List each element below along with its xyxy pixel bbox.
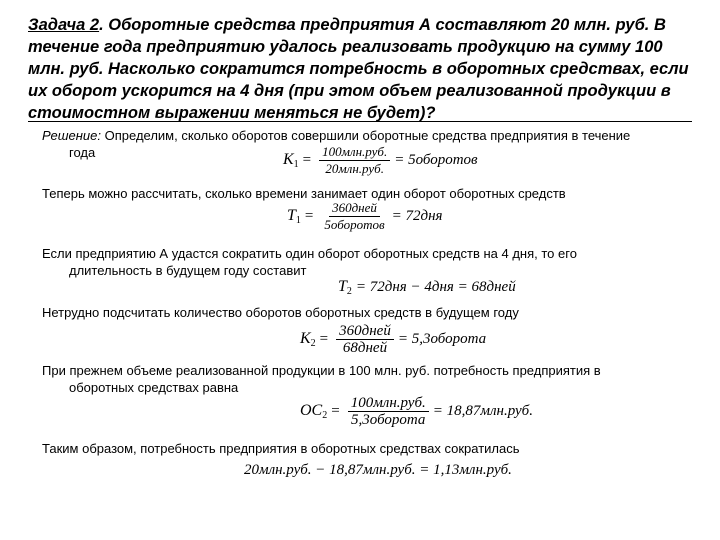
formula-t2-expr: = 72дня − 4дня = 68дней: [355, 279, 516, 295]
formula-k1-num: 100млн.руб.: [319, 144, 390, 161]
formula-k1-var: K1: [283, 151, 299, 170]
formula-t1-fraction: [321, 200, 387, 233]
solution-p4: Нетрудно подсчитать количество оборотов оборотных средств в будущем году: [42, 305, 519, 320]
formula-k1: [283, 144, 478, 177]
formula-k1-eq: =: [302, 152, 312, 168]
formula-oc2-result: = 18,87млн.руб.: [432, 403, 533, 419]
solution-paragraph-3: [42, 245, 682, 279]
solution-p1-line1: Определим, сколько оборотов совершили оборотные средства предприятия в течение: [101, 128, 631, 143]
task-label: Задача 2: [28, 16, 100, 34]
solution-p5-line2: оборотных средствах равна: [69, 380, 239, 395]
formula-k2-var: K2: [300, 330, 316, 349]
formula-oc2-var: OC2: [300, 402, 328, 421]
formula-oc2-num: 100млн.руб.: [348, 395, 429, 412]
formula-k2: [300, 323, 486, 356]
solution-label: Решение:: [42, 128, 102, 143]
solution-p2: Теперь можно рассчитать, сколько времени занимает один оборот оборотных средств: [42, 186, 566, 201]
solution-paragraph-4: [42, 304, 682, 321]
formula-k2-fraction: [336, 323, 394, 356]
formula-k2-eq: =: [319, 331, 329, 347]
formula-k2-num: 360дней: [336, 323, 394, 340]
task-statement: [28, 14, 704, 124]
solution-paragraph-5: [42, 362, 682, 396]
formula-oc2-den: 5,3оборота: [351, 412, 426, 428]
formula-k1-fraction: [319, 144, 390, 177]
formula-difference-expr: 20млн.руб. − 18,87млн.руб. = 1,13млн.руб.: [244, 462, 512, 478]
formula-oc2-fraction: [348, 395, 429, 428]
formula-t2-var: T2: [338, 278, 352, 297]
formula-t1-result: = 72дня: [391, 208, 443, 224]
solution-paragraph-6: [42, 440, 682, 457]
solution-p5-line1: При прежнем объеме реализованной продукции в 100 млн. руб. потребность предприятия в: [42, 363, 601, 378]
solution-p3-line2: длительность в будущем году составит: [69, 263, 307, 278]
formula-oc2-eq: =: [331, 403, 340, 419]
divider: [28, 121, 692, 122]
solution-p6: Таким образом, потребность предприятия в оборотных средствах сократилась: [42, 441, 520, 456]
formula-k1-den: 20млн.руб.: [325, 161, 384, 176]
formula-k1-result: = 5оборотов: [394, 152, 478, 168]
formula-k2-result: = 5,3оборота: [397, 331, 487, 347]
solution-p1-line2: года: [69, 145, 96, 160]
formula-t2: [338, 278, 516, 297]
formula-difference: [244, 462, 512, 479]
formula-t1: [287, 200, 442, 233]
formula-oc2: [300, 395, 533, 428]
formula-t1-eq: =: [304, 208, 314, 224]
solution-p3-line1: Если предприятию А удастся сократить один оборот оборотных средств на 4 дня, то его: [42, 246, 577, 261]
task-text: . Оборотные средства предприятия А составляют 20 млн. руб. В течение года предприятию удалось реализовать продукцию на сумму 100 млн. руб. Насколько сократится потребность в оборотных средствах, если их оборот ускорится на 4 дня (при этом объем реализованной продукции в стоимостном выражении меняться не будет)?: [28, 16, 689, 122]
formula-t1-var: T1: [287, 207, 301, 226]
formula-t1-num: 360дней: [329, 200, 380, 217]
formula-t1-den: 5оборотов: [324, 217, 385, 232]
formula-k2-den: 68дней: [342, 340, 388, 356]
